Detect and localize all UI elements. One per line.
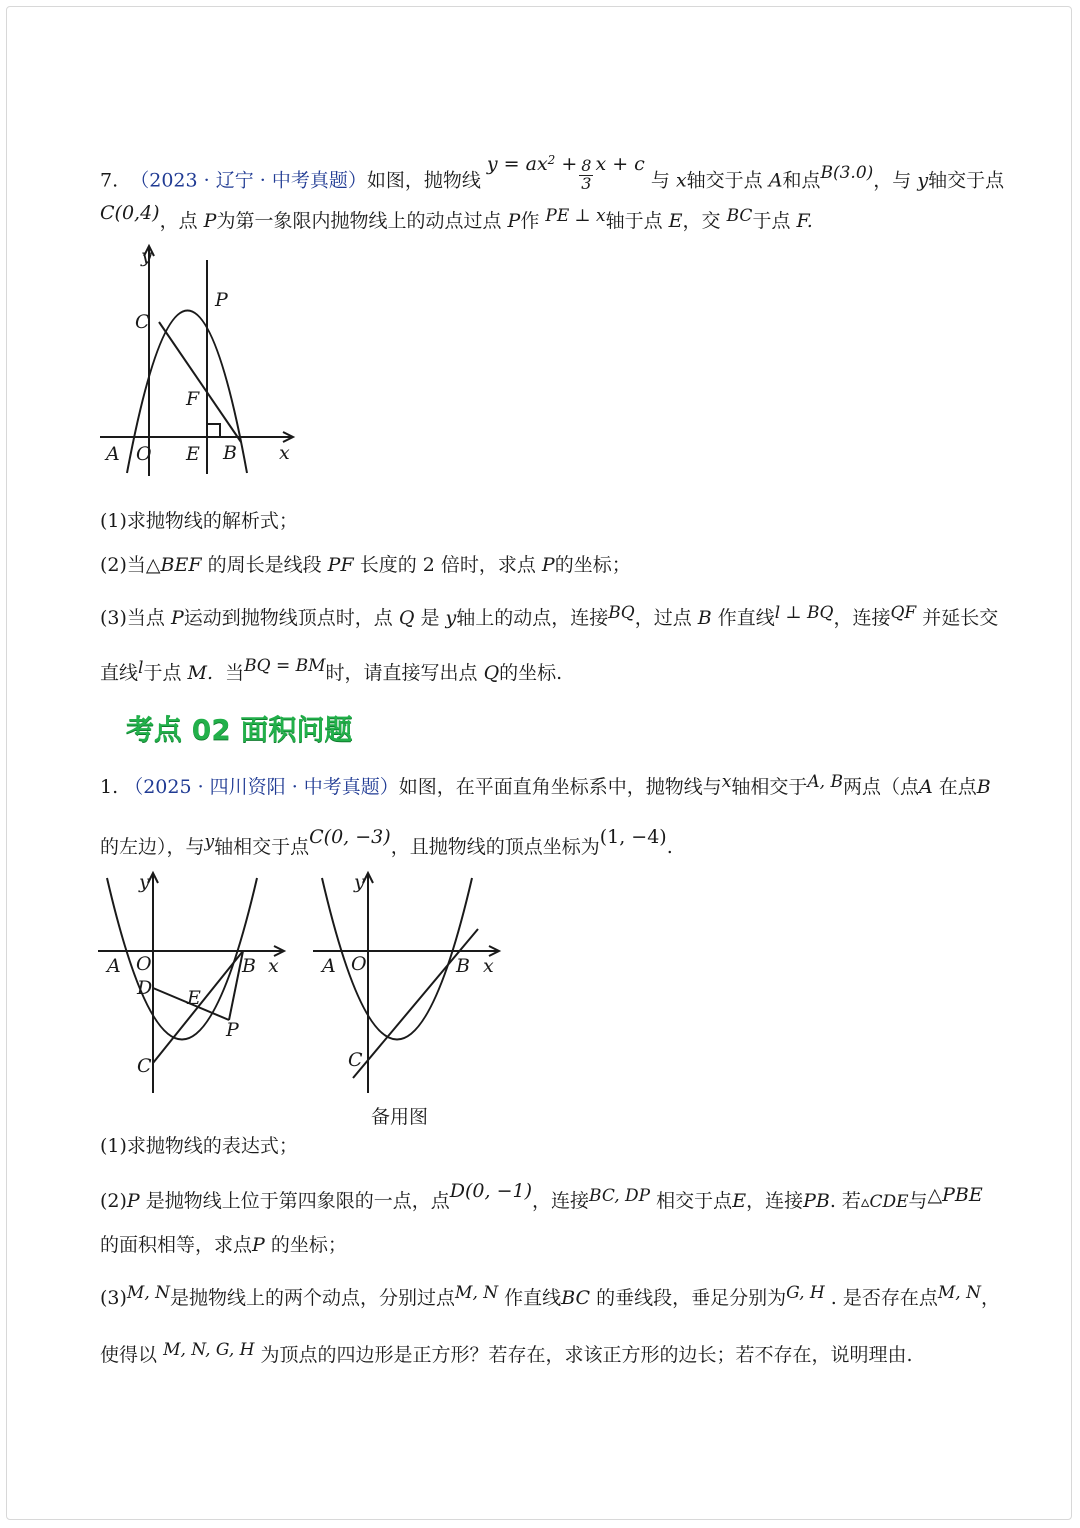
label-E: E: [187, 987, 201, 1009]
label-y: y: [354, 871, 365, 893]
label-C: C: [348, 1049, 363, 1071]
q7-line-2: C(0,4)，点 P为第一象限内抛物线上的动点过点 P作 PE ⊥ x轴于点 E，交 BC于点 F.: [100, 202, 813, 232]
question-source: （2023 · 辽宁 · 中考真题）: [130, 169, 367, 192]
q1-figure-2: [310, 868, 510, 1098]
q7-part-1: (1)求抛物线的解析式；: [100, 510, 298, 532]
label-O: O: [136, 443, 152, 465]
q1-part-2-cont: 的面积相等，求点P 的坐标；: [100, 1234, 347, 1256]
q7-part-3: (3)当点 P运动到抛物线顶点时，点 Q 是 y轴上的动点，连接BQ，过点 B 作直线l ⊥ BQ，连接QF 并延长交: [100, 603, 999, 629]
label-B: B: [242, 955, 256, 977]
q7-figure: [95, 238, 310, 478]
label-x: x: [279, 442, 290, 464]
question-number: 7.: [100, 169, 119, 192]
label-P: P: [226, 1019, 239, 1041]
label-y: y: [141, 245, 152, 267]
q7-line-1: 7. （2023 · 辽宁 · 中考真题）如图，抛物线 $y = ax^2$ + $\frac{8}{3}$ x + c 与 x轴交于点 A和点B(3.0)，与 y轴交于点: [100, 153, 1005, 193]
label-x: x: [268, 955, 279, 977]
right-angle-mark: [207, 424, 220, 437]
q1-part-3: (3)M, N是抛物线上的两个动点，分别过点M, N 作直线BC 的垂线段，垂足分别为G, H . 是否存在点M, N，: [100, 1283, 1000, 1309]
segment-bc: [159, 322, 241, 442]
label-A: A: [107, 955, 121, 977]
question-source: （2025 · 四川资阳 · 中考真题）: [124, 776, 399, 798]
label-B: B: [223, 442, 237, 464]
label-A: A: [106, 443, 120, 465]
parabola: [322, 878, 472, 1040]
equation: $y = ax^2$ + $\frac{8}{3}$ x + c: [486, 153, 645, 193]
q7-part-2: (2)当△BEF 的周长是线段 PF 长度的 2 倍时，求点 P的坐标；: [100, 554, 631, 576]
q7-part-3-cont: 直线l于点 M. 当BQ = BM时，请直接写出点 Q的坐标.: [100, 656, 563, 684]
segment-pb: [229, 951, 243, 1020]
q1-figure-1: [95, 868, 295, 1098]
label-y: y: [139, 871, 150, 893]
label-F: F: [186, 388, 200, 410]
label-C: C: [137, 1055, 152, 1077]
q1-part-1: (1)求抛物线的表达式；: [100, 1135, 298, 1157]
label-B: B: [456, 955, 470, 977]
label-C: C: [135, 311, 150, 333]
label-A: A: [322, 955, 336, 977]
q1-part-3-cont: 使得以 M, N, G, H 为顶点的四边形是正方形？若存在，求该正方形的边长；若不存在，说明理由.: [100, 1340, 913, 1366]
figure-caption: 备用图: [371, 1106, 429, 1128]
q1-line-1: 1. （2025 · 四川资阳 · 中考真题）如图，在平面直角坐标系中，抛物线与x轴相交于A, B两点（点A 在点B: [100, 772, 991, 798]
label-P: P: [215, 289, 228, 311]
label-D: D: [137, 977, 153, 999]
section-heading: 考点 02 面积问题: [126, 713, 353, 746]
q1-part-2: (2)P 是抛物线上位于第四象限的一点，点D(0, −1)，连接BC, DP 相交于点E，连接PB. 若▵CDE与△PBE: [100, 1180, 983, 1212]
q1-line-2: 的左边），与y轴相交于点C(0, −3)，且抛物线的顶点坐标为(1, −4).: [100, 826, 673, 858]
parabola: [107, 878, 257, 1040]
label-x: x: [483, 955, 494, 977]
question-number: 1.: [100, 776, 119, 798]
label-O: O: [136, 953, 152, 975]
label-O: O: [351, 953, 367, 975]
label-E: E: [186, 443, 200, 465]
